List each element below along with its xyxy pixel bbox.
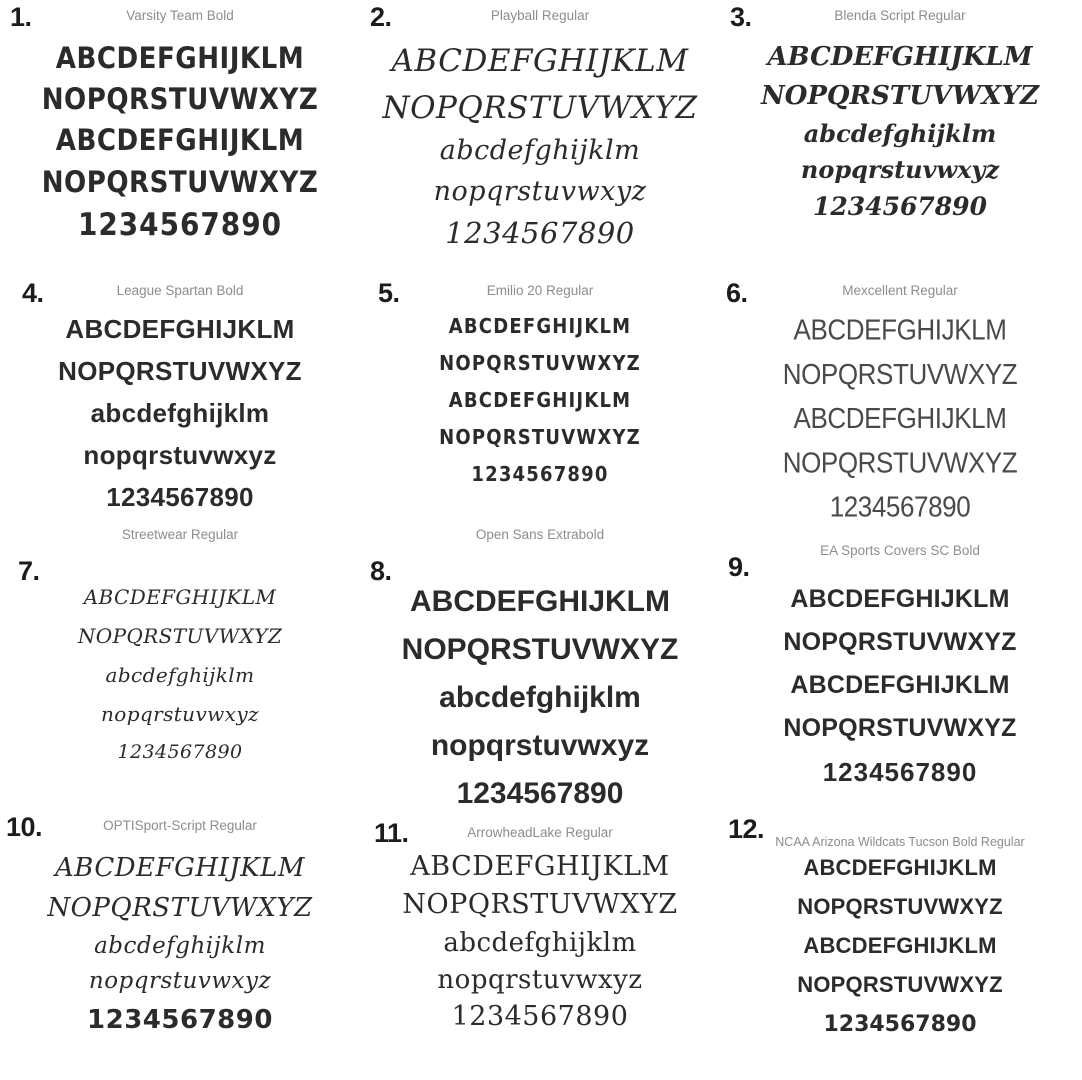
sample-10-font-name: OPTISport-Script Regular	[103, 818, 257, 833]
sample-10-number: 10.	[6, 812, 43, 842]
sample-7-specimen	[6, 578, 354, 771]
sample-6-font-name: Mexcellent Regular	[842, 283, 958, 298]
specimen-line: 1234567890	[822, 757, 978, 787]
specimen-line: 1234567890	[445, 216, 635, 250]
sample-5-number: 5.	[378, 278, 400, 308]
sample-11-number: 11.	[374, 818, 409, 848]
specimen-line: nopqrstuvwxyz	[433, 175, 647, 207]
sample-4-header	[6, 274, 354, 308]
specimen-line: nopqrstuvwxyz	[800, 155, 1000, 184]
sample-9-font-name: EA Sports Covers SC Bold	[820, 543, 980, 558]
sample-2-header	[366, 4, 714, 38]
specimen-line: ABCDEFGHIJKLM	[793, 400, 1007, 435]
font-sample-6	[720, 270, 1080, 540]
sample-6-number: 6.	[726, 278, 748, 308]
specimen-line: abcdefghijklm	[439, 135, 641, 166]
specimen-line: ABCDEFGHIJKLM	[55, 41, 305, 75]
specimen-line: ABCDEFGHIJKLM	[391, 43, 689, 79]
sample-8-header	[366, 527, 714, 586]
sample-4-specimen	[6, 308, 354, 519]
specimen-line: ABCDEFGHIJKLM	[448, 388, 632, 412]
specimen-line: 1234567890	[106, 482, 254, 513]
specimen-line: NOPQRSTUVWXYZ	[797, 972, 1003, 998]
specimen-line: NOPQRSTUVWXYZ	[439, 425, 641, 449]
specimen-line: ABCDEFGHIJKLM	[55, 123, 305, 158]
font-sample-10	[0, 810, 360, 1080]
font-sample-7	[0, 527, 360, 810]
sample-4-number: 4.	[22, 278, 44, 308]
specimen-line: 1234567890	[117, 741, 243, 763]
sample-6-header	[726, 274, 1074, 308]
specimen-line: ABCDEFGHIJKLM	[803, 933, 997, 959]
sample-8-font-name: Open Sans Extrabold	[475, 527, 605, 542]
specimen-line: NOPQRSTUVWXYZ	[782, 356, 1018, 391]
specimen-line: abcdefghijklm	[94, 932, 266, 959]
specimen-line: nopqrstuvwxyz	[83, 440, 277, 471]
specimen-line: abcdefghijklm	[105, 663, 255, 687]
specimen-line: ABCDEFGHIJKLM	[410, 851, 670, 882]
specimen-line: ABCDEFGHIJKLM	[803, 855, 997, 880]
specimen-line: ABCDEFGHIJKLM	[65, 314, 295, 344]
sample-5-specimen	[366, 308, 714, 493]
specimen-line: NOPQRSTUVWXYZ	[58, 356, 302, 387]
specimen-line: NOPQRSTUVWXYZ	[41, 82, 319, 117]
sample-12-header	[726, 814, 1074, 848]
sample-1-font-name: Varsity Team Bold	[126, 8, 234, 23]
specimen-line: nopqrstuvwxyz	[88, 968, 272, 995]
sample-12-font-name: NCAA Arizona Wildcats Tucson Bold Regular	[775, 835, 1025, 849]
sample-9-number: 9.	[728, 552, 750, 582]
specimen-line: 1234567890	[451, 1001, 629, 1033]
specimen-line: nopqrstuvwxyz	[100, 702, 259, 726]
sample-7-header	[6, 527, 354, 586]
sample-3-specimen	[726, 38, 1074, 226]
sample-1-number: 1.	[10, 2, 32, 32]
specimen-line: ABCDEFGHIJKLM	[54, 853, 306, 883]
specimen-line: NOPQRSTUVWXYZ	[41, 164, 319, 199]
font-sample-2	[360, 0, 720, 270]
specimen-line: abcdefghijklm	[443, 927, 637, 958]
font-sample-9	[720, 540, 1080, 810]
specimen-line: 1234567890	[87, 1004, 273, 1035]
specimen-line: NOPQRSTUVWXYZ	[382, 89, 698, 126]
specimen-line: NOPQRSTUVWXYZ	[401, 633, 679, 666]
specimen-line: 1234567890	[823, 1011, 977, 1037]
specimen-line: abcdefghijklm	[90, 398, 270, 429]
sample-12-number: 12.	[728, 814, 765, 844]
font-sample-5	[360, 270, 720, 540]
sample-6-specimen	[726, 308, 1074, 529]
sample-10-header	[6, 814, 354, 848]
specimen-line: NOPQRSTUVWXYZ	[77, 624, 283, 648]
specimen-line: ABCDEFGHIJKLM	[83, 585, 277, 609]
font-sample-11	[360, 810, 720, 1080]
specimen-line: 1234567890	[471, 462, 609, 486]
sample-2-number: 2.	[370, 2, 392, 32]
specimen-line: abcdefghijklm	[803, 119, 997, 148]
specimen-line: NOPQRSTUVWXYZ	[783, 628, 1017, 656]
specimen-line: NOPQRSTUVWXYZ	[439, 351, 641, 375]
sample-4-font-name: League Spartan Bold	[116, 283, 244, 298]
specimen-line: NOPQRSTUVWXYZ	[760, 81, 1040, 111]
font-sample-12	[720, 810, 1080, 1080]
sample-8-number: 8.	[370, 556, 392, 586]
specimen-line: NOPQRSTUVWXYZ	[782, 445, 1018, 479]
specimen-line: nopqrstuvwxyz	[437, 964, 643, 995]
specimen-line: ABCDEFGHIJKLM	[767, 42, 1033, 72]
font-sample-4	[0, 270, 360, 540]
sample-9-specimen	[726, 578, 1074, 795]
sample-2-font-name: Playball Regular	[490, 8, 590, 23]
sample-5-font-name: Emilio 20 Regular	[486, 283, 594, 298]
specimen-line: 1234567890	[829, 489, 971, 524]
specimen-line: ABCDEFGHIJKLM	[790, 585, 1010, 613]
specimen-line: NOPQRSTUVWXYZ	[47, 893, 313, 924]
sample-11-font-name: ArrowheadLake Regular	[467, 825, 613, 840]
specimen-line: NOPQRSTUVWXYZ	[783, 714, 1017, 742]
sample-11-specimen	[366, 848, 714, 1037]
sample-1-specimen	[6, 38, 354, 247]
specimen-line: NOPQRSTUVWXYZ	[797, 894, 1003, 920]
sample-7-number: 7.	[18, 556, 40, 586]
specimen-line: 1234567890	[77, 206, 283, 243]
sample-3-font-name: Blenda Script Regular	[834, 8, 966, 23]
specimen-line: ABCDEFGHIJKLM	[790, 671, 1010, 699]
sample-3-number: 3.	[730, 2, 752, 32]
specimen-line: NOPQRSTUVWXYZ	[402, 889, 678, 921]
sample-2-specimen	[366, 38, 714, 256]
specimen-line: 1234567890	[813, 192, 987, 221]
specimen-line: ABCDEFGHIJKLM	[793, 312, 1007, 347]
specimen-line: ABCDEFGHIJKLM	[448, 314, 632, 338]
specimen-line: ABCDEFGHIJKLM	[410, 585, 670, 618]
sample-11-header	[366, 814, 714, 848]
specimen-line: abcdefghijklm	[439, 681, 641, 714]
sample-12-specimen	[726, 848, 1074, 1044]
specimen-line: nopqrstuvwxyz	[430, 729, 650, 762]
font-sample-3	[720, 0, 1080, 270]
font-sample-1	[0, 0, 360, 270]
sample-7-font-name: Streetwear Regular	[121, 527, 239, 542]
specimen-line: 1234567890	[456, 777, 624, 810]
sample-9-header	[726, 543, 1074, 582]
font-sample-8	[360, 527, 720, 810]
sample-3-header	[726, 4, 1074, 38]
sample-8-specimen	[366, 578, 714, 818]
sample-5-header	[366, 274, 714, 308]
sample-10-specimen	[6, 848, 354, 1040]
sample-1-header	[6, 4, 354, 38]
